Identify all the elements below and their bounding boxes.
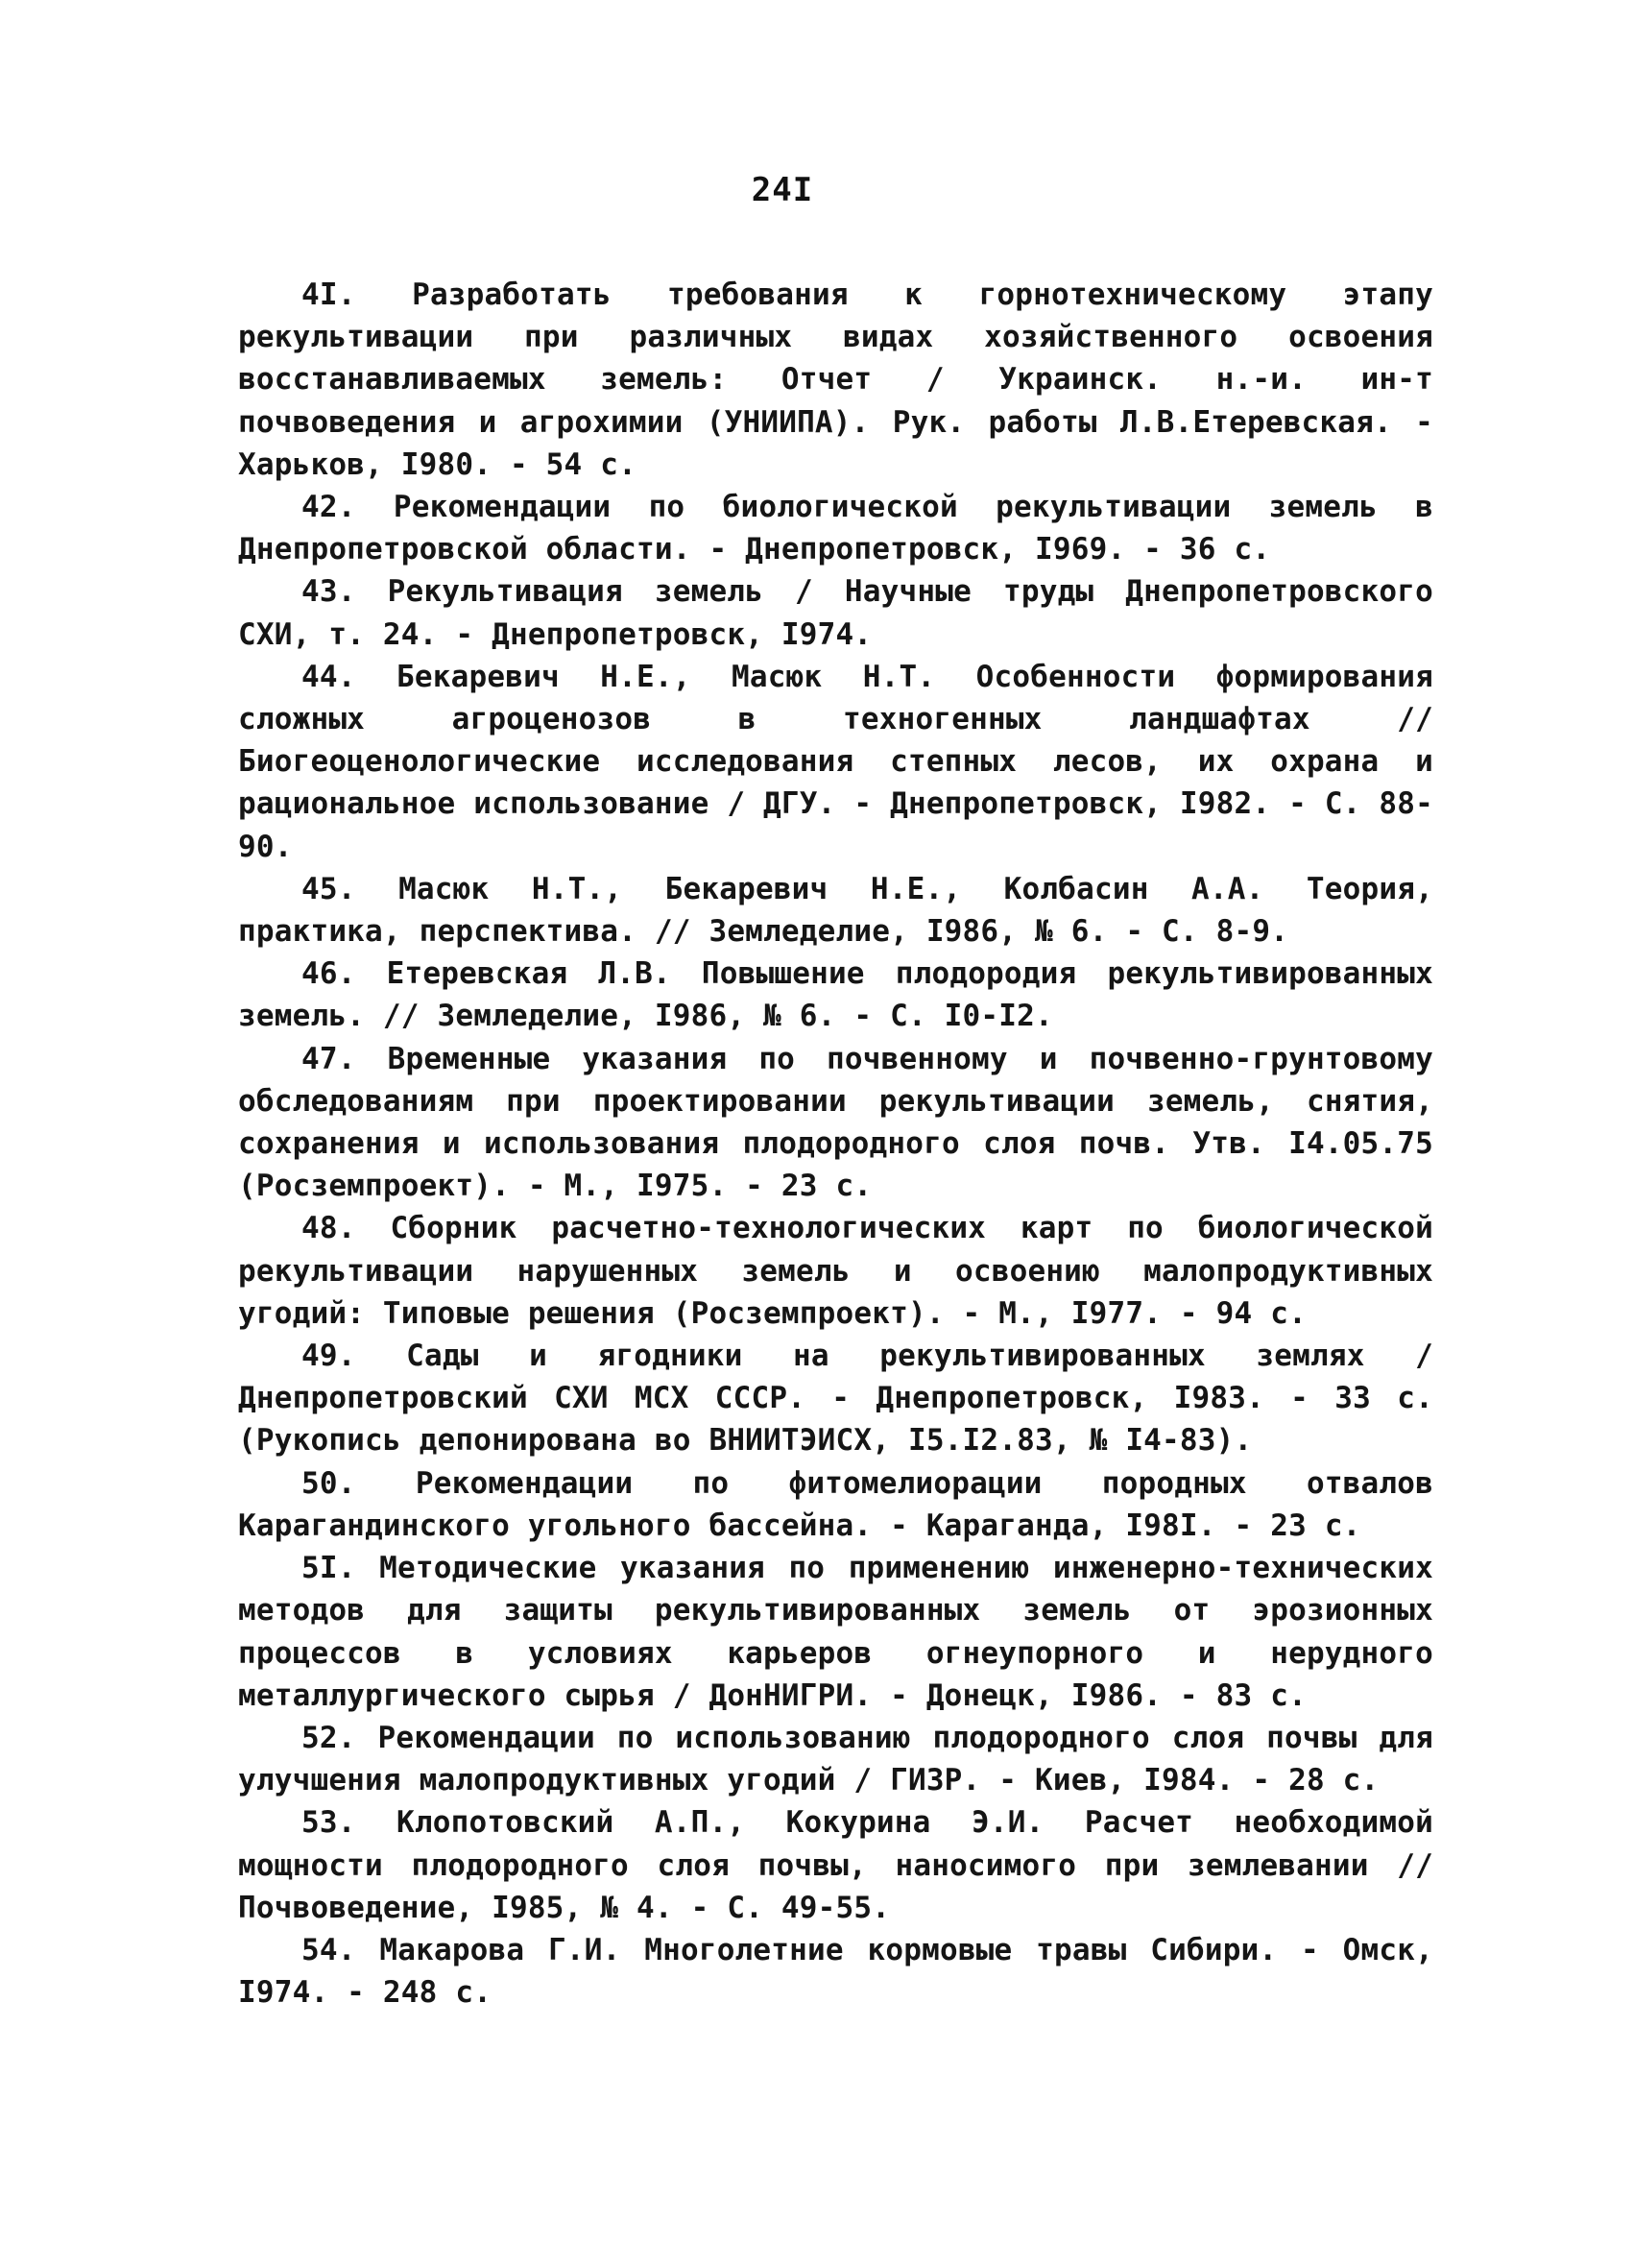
reference-text: Временные указания по почвенному и почвенно-грунтовому обследованиям при проектировании рекультивации земель, снятия, сохранения и использования плодородного слоя почв. Утв. I4.05.75 (Росземпроект). - М., I975. - 23 с. (238, 1041, 1433, 1204)
reference-item (238, 486, 1433, 570)
reference-item (238, 1801, 1433, 1929)
reference-number: 45. (301, 871, 356, 906)
reference-number: 4I. (301, 277, 356, 312)
reference-number: 50. (301, 1465, 356, 1501)
reference-text: Рекомендации по использованию плодородного слоя почвы для улучшения малопродуктивных угодий / ГИЗР. - Киев, I984. - 28 с. (238, 1720, 1433, 1798)
reference-number: 48. (301, 1211, 356, 1246)
reference-number: 49. (301, 1339, 356, 1374)
reference-number: 42. (301, 490, 356, 525)
reference-number: 47. (301, 1041, 356, 1076)
reference-item (238, 1717, 1433, 1801)
reference-number: 43. (301, 574, 356, 610)
reference-text: Масюк Н.Т., Бекаревич Н.Е., Колбасин А.А. Теория, практика, перспектива. // Земледелие, I986, № 6. - С. 8-9. (238, 871, 1433, 950)
reference-item (238, 274, 1433, 486)
reference-number: 44. (301, 659, 356, 694)
reference-text: Клопотовский А.П., Кокурина Э.И. Расчет необходимой мощности плодородного слоя почвы, наносимого при землевании // Почвоведение, I985, № 4. - С. 49-55. (238, 1805, 1433, 1925)
reference-number: 52. (301, 1720, 356, 1755)
reference-item (238, 1547, 1433, 1717)
reference-item (238, 656, 1433, 868)
reference-item (238, 953, 1433, 1037)
reference-item (238, 1038, 1433, 1208)
reference-list (238, 274, 1433, 2014)
reference-text: Сборник расчетно-технологических карт по биологической рекультивации нарушенных земель и освоению малопродуктивных угодий: Типовые решения (Росземпроект). - М., I977. - 94 с. (238, 1211, 1433, 1331)
reference-text: Макарова Г.И. Многолетние кормовые травы Сибири. - Омск, I974. - 248 с. (238, 1932, 1433, 2011)
reference-item (238, 868, 1433, 953)
reference-item (238, 570, 1433, 655)
reference-number: 46. (301, 956, 356, 992)
reference-text: Сады и ягодники на рекультивированных землях / Днепропетровский СХИ МСХ СССР. - Днепропетровск, I983. - 33 с. (Рукопись депонирована во ВНИИТЭИСХ, I5.I2.83, № I4-83). (238, 1339, 1433, 1459)
reference-item (238, 1462, 1433, 1547)
reference-item (238, 1207, 1433, 1335)
reference-text: Методические указания по применению инженерно-технических методов для защиты рекультивированных земель от эрозионных процессов в условиях карьеров огнеупорного и нерудного металлургического сырья / ДонНИГРИ. - Донецк, I986. - 83 с. (238, 1551, 1433, 1713)
reference-number: 53. (301, 1805, 356, 1841)
reference-text: Разработать требования к горнотехническому этапу рекультивации при различных видах хозяйственного освоения восстанавливаемых земель: Отчет / Украинск. н.-и. ин-т почвоведения и агрохимии (УНИИПА). Рук. работы Л.В.Етеревская. - Харьков, I980. - 54 с. (238, 277, 1433, 482)
reference-item (238, 1929, 1433, 2014)
reference-number: 5I. (301, 1551, 356, 1586)
reference-text: Рекомендации по биологической рекультивации земель в Днепропетровской области. - Днепропетровск, I969. - 36 с. (238, 490, 1433, 567)
reference-text: Рекомендации по фитомелиорации породных отвалов Карагандинского угольного бассейна. - Караганда, I98I. - 23 с. (238, 1465, 1433, 1543)
reference-number: 54. (301, 1932, 356, 1967)
reference-text: Бекаревич Н.Е., Масюк Н.Т. Особенности формирования сложных агроценозов в техногенных ландшафтах // Биогеоценологические исследования степных лесов, их охрана и рациональное использование / ДГУ. - Днепропетровск, I982. - С. 88-90. (238, 659, 1433, 864)
reference-item (238, 1335, 1433, 1462)
page-number: 24I (751, 171, 814, 209)
reference-text: Етеревская Л.В. Повышение плодородия рекультивированных земель. // Земледелие, I986, № 6. - С. I0-I2. (238, 956, 1433, 1034)
reference-text: Рекультивация земель / Научные труды Днепропетровского СХИ, т. 24. - Днепропетровск, I974. (238, 574, 1433, 652)
